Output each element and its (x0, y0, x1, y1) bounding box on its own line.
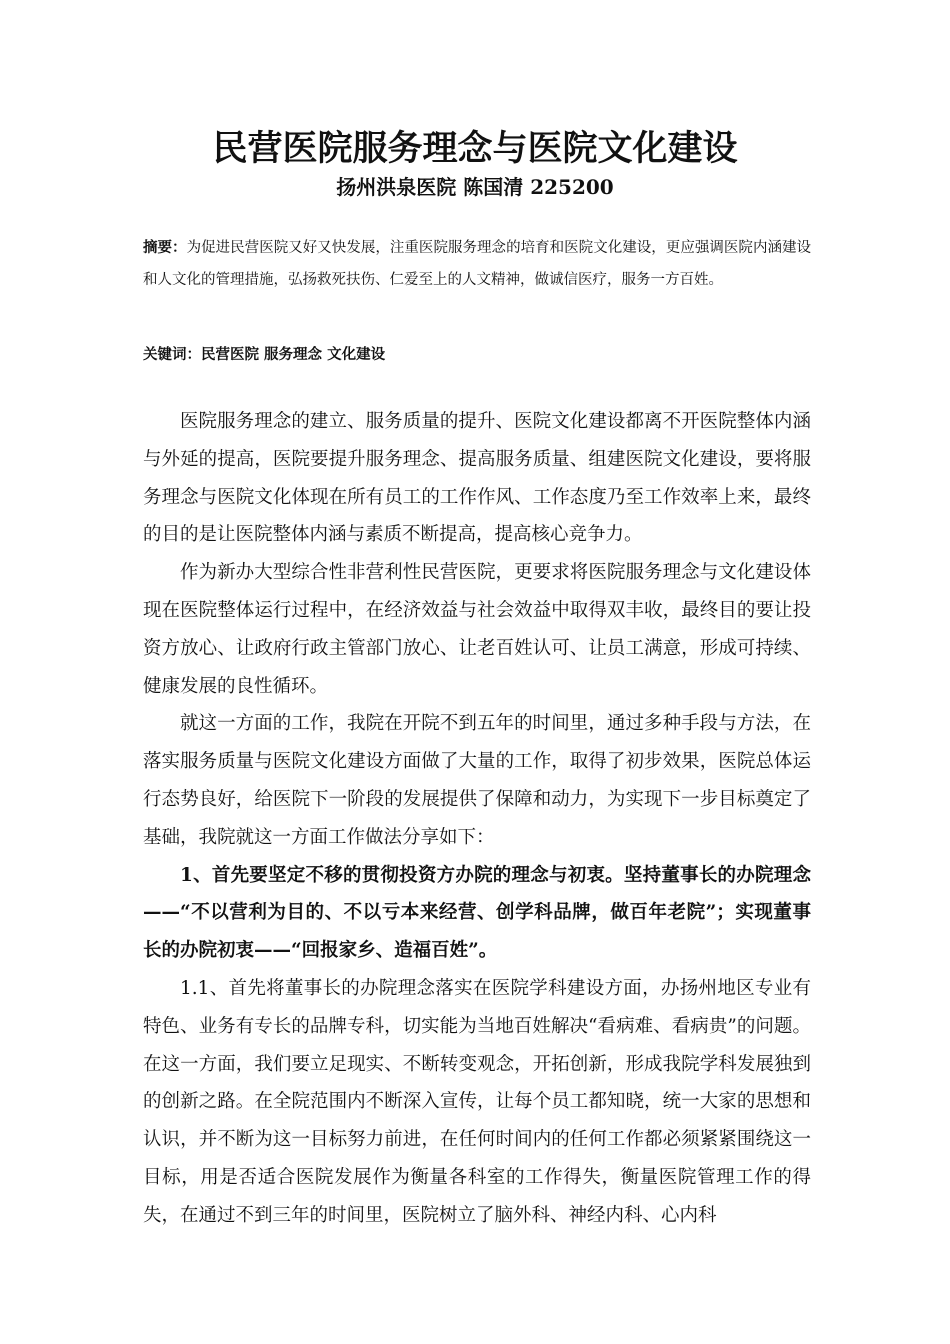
body-paragraph: 医院服务理念的建立、服务质量的提升、医院文化建设都离不开医院整体内涵与外延的提高，医院要提升服务理念、提高服务质量、组建医院文化建设，要将服务理念与医院文化体现在所有员工的工作作风、工作态度乃至工作效率上来，最终的目的是让医院整体内涵与素质不断提高，提高核心竞争力。 (143, 411, 811, 546)
body-paragraph: 1.1、首先将董事长的办院理念落实在医院学科建设方面，办扬州地区专业有特色、业务有专长的品牌专科，切实能为当地百姓解决“看病难、看病贵”的问题。在这一方面，我们要立足现实、不断转变观念，开拓创新，形成我院学科发展独到的创新之路。在全院范围内不断深入宣传，让每个员工都知晓，统一大家的思想和认识，并不断为这一目标努力前进，在任何时间内的任何工作都必须紧紧围绕这一目标，用是否适合医院发展作为衡量各科室的工作得失，衡量医院管理工作的得失，在通过不到三年的时间里，医院树立了脑外科、神经内科、心内科 (143, 977, 811, 1226)
document-title: 民营医院服务理念与医院文化建设 (212, 128, 738, 169)
body-paragraph: 就这一方面的工作，我院在开院不到五年的时间里，通过多种手段与方法，在落实服务质量与医院文化建设方面做了大量的工作，取得了初步效果，医院总体运行态势良好，给医院下一阶段的发展提供了保障和动力，为实现下一步目标奠定了基础，我院就这一方面工作做法分享如下： (143, 713, 811, 848)
author-byline: 扬州洪泉医院 陈国清 225200 (336, 175, 614, 199)
abstract-label: 摘要： (143, 239, 187, 256)
keywords-line: 关键词：民营医院 服务理念 文化建设 (143, 346, 386, 363)
abstract-text: 为促进民营医院又好又快发展，注重医院服务理念的培育和医院文化建设，更应强调医院内涵建设和人文化的管理措施，弘扬救死扶伤、仁爱至上的人文精神，做诚信医疗，服务一方百姓。 (143, 240, 812, 288)
section-heading-paragraph: 1、首先要坚定不移的贯彻投资方办院的理念与初衷。坚持董事长的办院理念——“不以营利为目的、不以亏本来经营、创学科品牌，做百年老院”；实现董事长的办院初衷——“回报家乡、造福百姓”。 (143, 864, 811, 962)
body-paragraph: 作为新办大型综合性非营利性民营医院，更要求将医院服务理念与文化建设体现在医院整体运行过程中，在经济效益与社会效益中取得双丰收，最终目的要让投资方放心、让政府行政主管部门放心、让老百姓认可、让员工满意，形成可持续、健康发展的良性循环。 (143, 562, 811, 697)
abstract-section (143, 232, 811, 296)
document-body (143, 403, 811, 1235)
